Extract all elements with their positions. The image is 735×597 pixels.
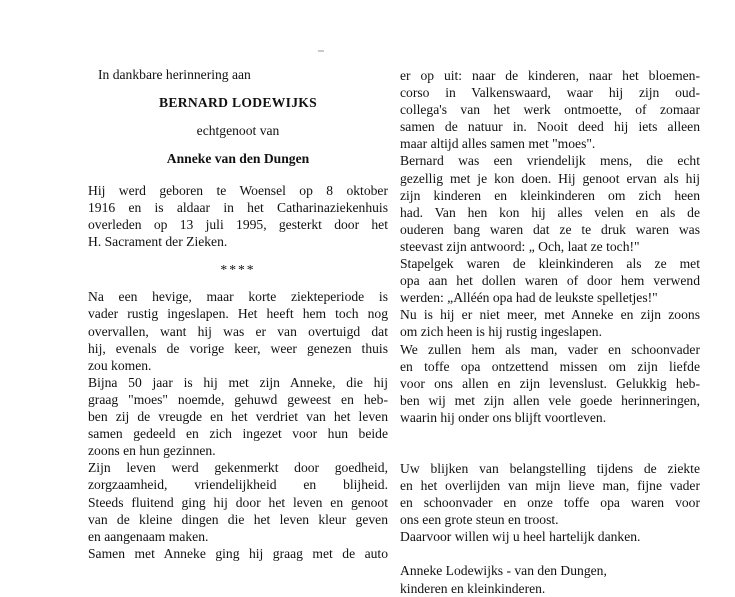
text-line: Bernard was een vriendelijk mens, die echt bbox=[400, 153, 700, 169]
text-line: zoons en hun gezinnen. bbox=[88, 443, 216, 459]
text-line: corso in Valkenswaard, waar hij zijn oud- bbox=[400, 85, 700, 101]
memorial-paragraph-continued bbox=[400, 67, 700, 426]
text-line: overleden op 13 juli 1995, gesterkt door het bbox=[88, 217, 388, 233]
text-line: graag "moes" noemde, gehuwd geweest en heb- bbox=[88, 391, 388, 407]
text-line: collega's van het werk ontmoette, of zomaar bbox=[400, 102, 700, 118]
signature-block bbox=[400, 562, 700, 596]
text-line: ben wij met zijn allen vele goede herinneringen, bbox=[400, 392, 700, 408]
intro-text: In dankbare herinnering aan bbox=[98, 67, 251, 82]
text-line: H. Sacrament der Zieken. bbox=[88, 234, 228, 250]
text-line: steevast zijn antwoord: „ Och, laat ze toch!" bbox=[400, 238, 640, 254]
text-line: vader rustig ingeslapen. Het heeft hem toch nog bbox=[88, 306, 388, 322]
text-line: Na een hevige, maar korte ziekteperiode is bbox=[88, 289, 388, 305]
text-line: Nu is hij er niet meer, met Anneke en zijn zoons bbox=[400, 307, 700, 323]
text-line: opa aan het dollen waren of door hem verwend bbox=[400, 273, 700, 289]
text-line: Bijna 50 jaar is hij met zijn Anneke, die hij bbox=[88, 374, 388, 390]
left-column bbox=[88, 60, 388, 562]
text-line: van de kleine dingen die het leven kleur geven bbox=[88, 511, 388, 527]
text-line: Uw blijken van belangstelling tijdens de ziekte bbox=[400, 460, 700, 476]
text-line: maar altijd alles samen met "moes". bbox=[400, 136, 596, 152]
birth-death-paragraph bbox=[88, 182, 388, 250]
text-line: Hij werd geboren te Woensel op 8 oktober bbox=[88, 183, 388, 198]
spouse-label: echtgenoot van bbox=[196, 123, 280, 138]
right-column bbox=[400, 60, 700, 597]
stars-divider: **** bbox=[220, 262, 256, 278]
text-line: overvallen, want hij was er van overtuigd dat bbox=[88, 323, 388, 339]
text-line: ben zij de vreugde en het verdriet van het leven bbox=[88, 409, 388, 425]
text-line: samen de natuur in. Nooit deed hij iets alleen bbox=[400, 119, 700, 135]
memorial-paragraph bbox=[88, 288, 388, 562]
spouse-name: Anneke van den Dungen bbox=[166, 151, 310, 166]
text-line: er op uit: naar de kinderen, naar het bloemen- bbox=[400, 68, 700, 83]
text-line: en het overlijden van mijn lieve man, fijne vader bbox=[400, 478, 700, 494]
text-line: Daarvoor willen wij u heel hartelijk danken. bbox=[400, 529, 641, 545]
text-line: en schoonvader en onze toffe opa waren voor bbox=[400, 495, 700, 511]
text-line: samen gedeeld en zich ingezet voor hun beide bbox=[88, 426, 388, 442]
text-line: hij, evenals de vorige keer, weer genezen thuis bbox=[88, 340, 388, 356]
text-line: 1916 en is aldaar in het Catharinaziekenhuis bbox=[88, 200, 388, 216]
text-line: ons een grote steun en troost. bbox=[400, 512, 559, 528]
paper-speck bbox=[318, 50, 324, 52]
text-line: We zullen hem als man, vader en schoonvader bbox=[400, 341, 700, 357]
signature-line: kinderen en kleinkinderen. bbox=[400, 580, 546, 596]
text-line: Steeds fluitend ging hij door het leven en genoot bbox=[88, 494, 388, 510]
signature-line: Anneke Lodewijks - van den Dungen, bbox=[400, 563, 607, 579]
text-line: waarin hij onder ons blijft voortleven. bbox=[400, 409, 607, 425]
text-line: en toffe opa ontzettend missen om zijn liefde bbox=[400, 358, 700, 374]
deceased-name: BERNARD LODEWIJKS bbox=[158, 95, 318, 110]
text-line: zijn kinderen en kleinkinderen om zich heen bbox=[400, 187, 700, 203]
text-line: had. Van hen kon hij alles velen en als de bbox=[400, 204, 700, 220]
text-line: Samen met Anneke ging hij graag met de auto bbox=[88, 545, 388, 561]
text-line: en aangenaam maken. bbox=[88, 528, 209, 544]
text-line: Stapelgek waren de kleinkinderen als ze met bbox=[400, 256, 700, 272]
text-line: zorgzaamheid, vriendelijkheid en blijheid. bbox=[88, 477, 388, 493]
text-line: werden: „Alléén opa had de leukste spelletjes!" bbox=[400, 290, 658, 306]
text-line: ouderen bang waren dat ze te druk waren was bbox=[400, 221, 700, 237]
text-line: om zich heen is hij rustig ingeslapen. bbox=[400, 324, 602, 340]
thanks-paragraph bbox=[400, 460, 700, 545]
text-line: zou komen. bbox=[88, 357, 152, 373]
text-line: voor ons allen en zijn levenslust. Gelukkig heb- bbox=[400, 375, 700, 391]
text-line: gezellig met je kon doen. Hij genoot ervan als hij bbox=[400, 170, 700, 186]
text-line: Zijn leven werd gekenmerkt door goedheid, bbox=[88, 460, 388, 476]
